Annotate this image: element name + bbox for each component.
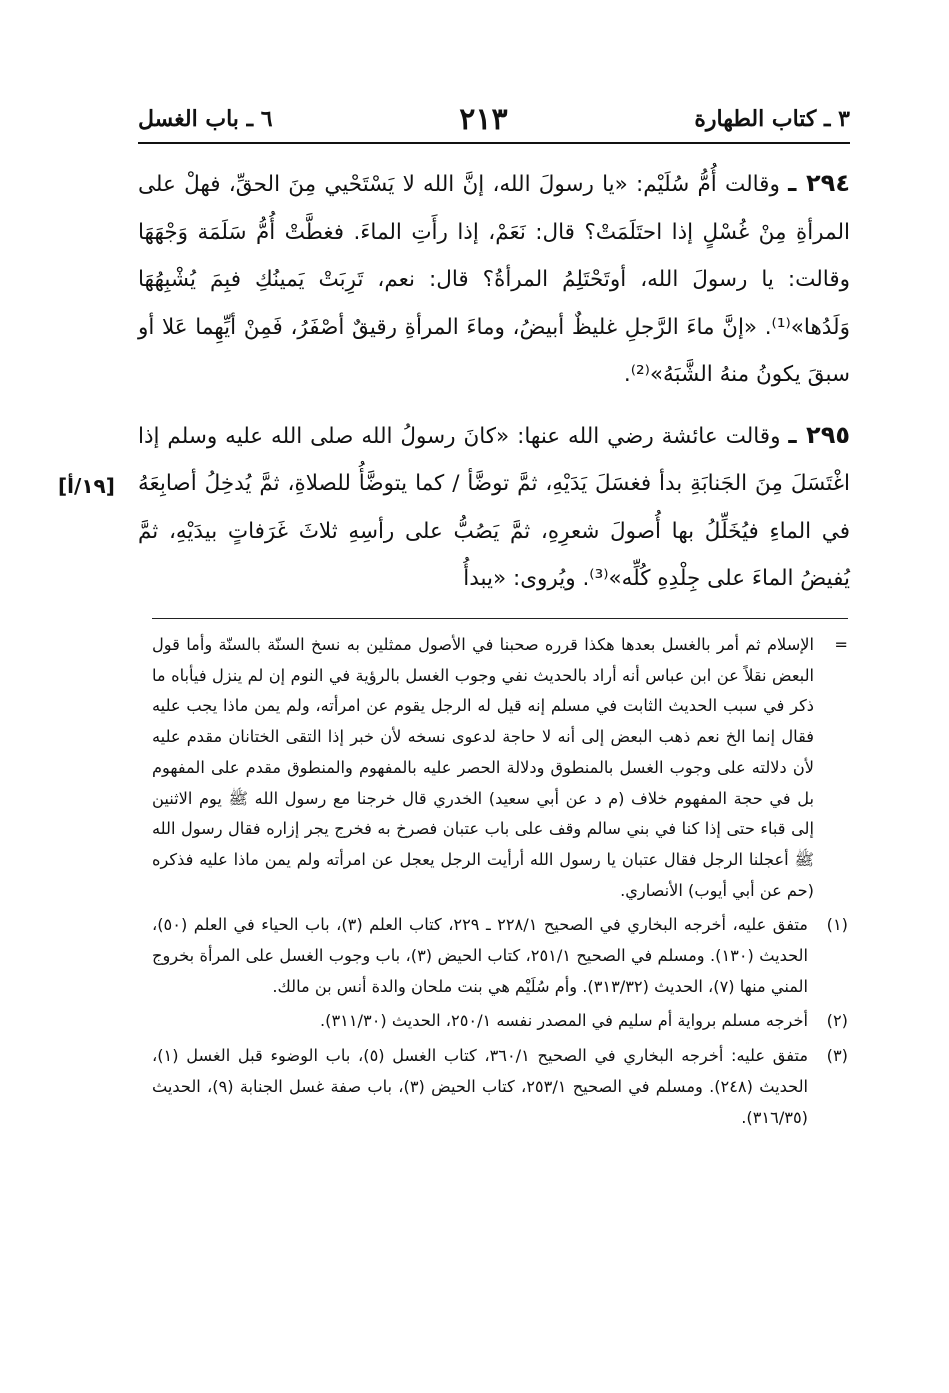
main-text bbox=[138, 160, 850, 603]
hadith-text: وقالت عائشة رضي الله عنها: «كانَ رسولُ الله صلى الله عليه وسلم إذا اغْتَسَلَ مِنَ الجَنابَةِ بدأ فغسَلَ يَدَيْهِ، ثمَّ توضَّأ / كما يتوضَّأُ للصلاةِ، ثمَّ يُدخِلُ أصابِعَهُ في الماءِ فيُخَلِّلُ بها أُصولَ شعرِهِ، ثمَّ يَصُبُّ على رأسِهِ ثلاثَ غَرَفاتٍ بيدَيْهِ، ثمَّ يُفيضُ الماءَ على جِلْدِهِ كُلِّه»⁽³⁾. ويُروى: «يبدأُ bbox=[138, 423, 850, 591]
hadith-text: وقالت أُمُّ سُلَيْم: «يا رسولَ الله، إنَّ الله لا يَسْتَحْيي مِنَ الحقِّ، فهلْ على المرأةِ مِنْ غُسْلٍ إذا احتَلَمَتْ؟ قال: نَعَمْ، إذا رأَتِ الماءَ. فغطَّتْ أُمُّ سَلَمَة وَجْهَهَا وقالت: يا رسولَ الله، أوتَحْتَلِمُ المرأةُ؟ قال: نعم، تَرِبَتْ يَمينُكِ فبِمَ يُشْبِهُهَا وَلَدُها»⁽¹⁾. «إنَّ ماءَ الرَّجلِ غليظٌ أبيضُ، وماءَ المرأةِ رقيقٌ أصْفَرُ، فَمِنْ أيِّهِما عَلا أو سبقَ يكونُ منهُ الشَّبَهُ»⁽²⁾. bbox=[138, 172, 850, 387]
footnotes bbox=[152, 630, 848, 1133]
footnote-text: متفق عليه، أخرجه البخاري في الصحيح ٢٢٨/١ ـ ٢٢٩، كتاب العلم (٣)، باب الحياء في العلم (٥٠)، الحديث (١٣٠). ومسلم في الصحيح ٢٥١/١، كتاب الحيض (٣)، باب وجوب الغسل على المرأة بخروج المني منها (٧)، الحديث (٣١٣/٣٢). وأم سُلَيْم هي بنت ملحان والدة أنس بن مالك. bbox=[152, 915, 808, 996]
footnote-rule bbox=[152, 618, 848, 619]
footnote-2 bbox=[152, 1006, 848, 1037]
page-number: ٢١٣ bbox=[459, 101, 508, 137]
header-chapter-title: ٦ ـ باب الغسل bbox=[138, 106, 273, 132]
hadith-295 bbox=[138, 412, 850, 603]
continuation-mark: = bbox=[834, 635, 848, 654]
hadith-294 bbox=[138, 160, 850, 399]
footnote-3 bbox=[152, 1041, 848, 1133]
footnote-label: (١) bbox=[826, 915, 848, 935]
footnote-continuation bbox=[152, 630, 848, 906]
hadith-number: ٢٩٤ ـ bbox=[788, 169, 850, 197]
footnote-text: أخرجه مسلم برواية أم سليم في المصدر نفسه ٢٥٠/١، الحديث (٣١١/٣٠). bbox=[320, 1011, 808, 1031]
footnote-1 bbox=[152, 910, 848, 1002]
footnote-label: (٣) bbox=[826, 1046, 848, 1066]
header-book-title: ٣ ـ كتاب الطهارة bbox=[694, 106, 850, 132]
header-rule bbox=[138, 142, 850, 144]
footnote-continuation-text: الإسلام ثم أمر بالغسل بعدها هكذا قرره صحبنا في الأصول ممثلين به نسخ السنّة بالسنّة وأما قول البعض نقلاً عن ابن عباس أنه أراد بالحديث نفي وجوب الغسل بالرؤية في النوم إن لم ينزل فيأباه ما ذكر في سبب الحديث الثابت في مسلم إنه قيل له الرجل يقوم عن امرأته، ولم يمن ماذا يجب عليه فقال إنما الخ نعم ذهب البعض إلى أنه لا حاجة لدعوى نسخه لأن خبر إذا التقى الختانان مقدم عليه لأن دلالته على وجوب الغسل بالمنطوق ودلالة الحصر عليه بالمفهوم والمنطوق مقدم على المفهوم بل في حجة المفهوم خلاف (م د عن أبي سعيد) الخدري قال خرجنا مع رسول الله ﷺ يوم الاثنين إلى قباء حتى إذا كنا في بني سالم وقف على باب عتبان فصرخ به فخرج يجر إزاره فقال رسول الله ﷺ أعجلنا الرجل فقال عتبان يا رسول الله أرأيت الرجل يعجل عن امرأته ولم يمن ماذا عليه فذكره (حم عن أبي أيوب) الأنصاري. bbox=[152, 635, 814, 900]
hadith-number: ٢٩٥ ـ bbox=[788, 420, 850, 449]
footnote-text: متفق عليه: أخرجه البخاري في الصحيح ٣٦٠/١، كتاب الغسل (٥)، باب الوضوء قبل الغسل (١)، الحديث (٢٤٨). ومسلم في الصحيح ٢٥٣/١، كتاب الحيض (٣)، باب صفة غسل الجنابة (٩)، الحديث (٣١٦/٣٥). bbox=[152, 1046, 809, 1127]
manuscript-folio-reference: [١٩/أ] bbox=[58, 474, 115, 498]
footnote-label: (٢) bbox=[826, 1011, 848, 1031]
running-header bbox=[138, 96, 850, 142]
